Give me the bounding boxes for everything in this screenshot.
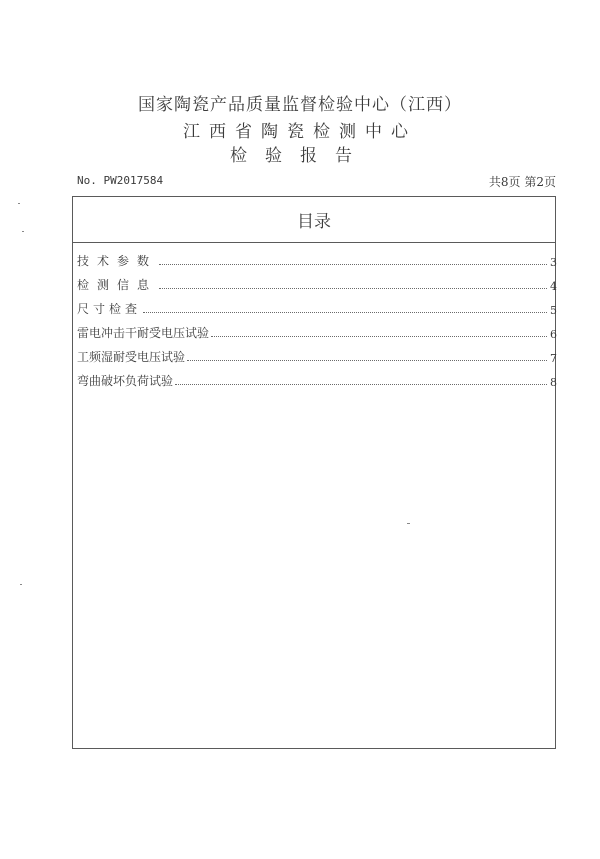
toc-entry-page: 8 [550,376,557,389]
toc-entry-label: 检测信息 [77,278,158,292]
title-line-1: 国家陶瓷产品质量监督检验中心（江西） [138,95,462,115]
toc-entry-label: 雷电冲击干耐受电压试验 [77,326,210,340]
title-line-3: 检验报告 [230,146,370,166]
toc-entry[interactable] [73,341,555,365]
toc-entry-page: 6 [550,328,557,341]
toc-frame [72,196,556,749]
toc-entry[interactable] [73,317,555,341]
toc-entry-label: 弯曲破坏负荷试验 [77,374,174,388]
toc-entry[interactable] [73,293,555,317]
toc-entry[interactable] [73,269,555,293]
dot-leader [187,360,547,361]
title-line-2: 江西省陶瓷检测中心 [183,122,417,142]
dot-leader [159,264,547,265]
dot-leader [211,336,547,337]
scan-speck [20,584,22,585]
report-number: No. PW2017584 [77,174,164,187]
scan-speck [18,203,20,204]
toc-entry[interactable] [73,365,555,389]
toc-list [73,245,555,389]
dot-leader [175,384,547,385]
toc-entry-page: 5 [550,304,557,317]
toc-entry-label: 技术参数 [77,254,158,268]
toc-entry-page: 7 [550,352,557,365]
page-info: 共8页 第2页 [488,175,556,189]
toc-entry[interactable] [73,245,555,269]
dot-leader [143,312,547,313]
toc-entry-page: 3 [550,256,557,269]
toc-entry-label: 尺寸检查 [77,302,142,316]
toc-entry-label: 工频湿耐受电压试验 [77,350,186,364]
scan-speck [407,523,410,524]
toc-entry-page: 4 [550,280,557,293]
scan-speck [22,231,24,232]
toc-heading: 目录 [73,197,555,243]
dot-leader [159,288,547,289]
